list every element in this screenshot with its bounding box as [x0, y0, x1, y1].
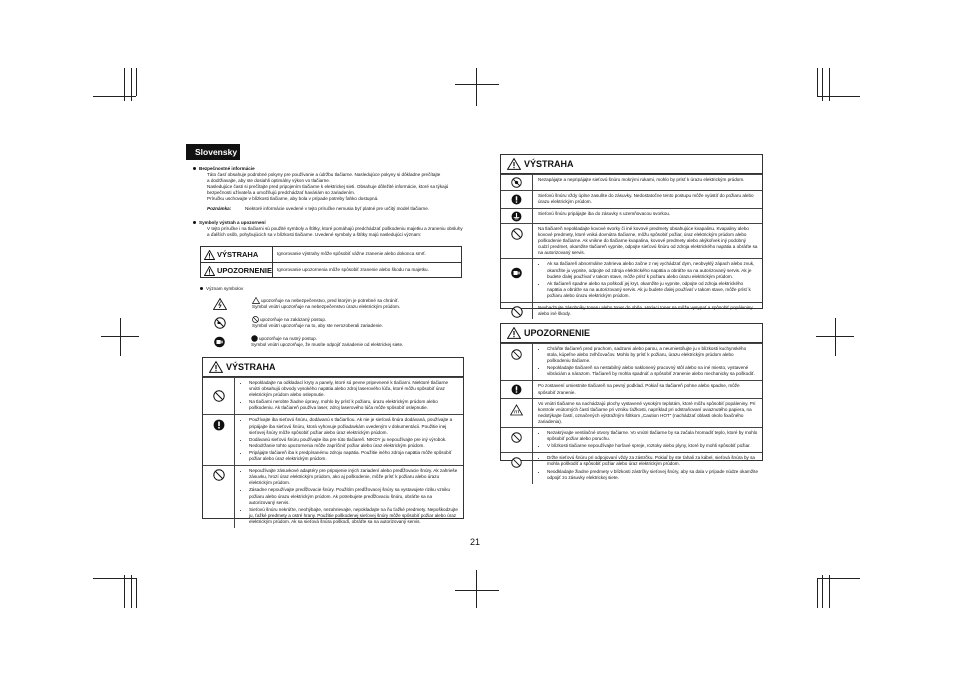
list-item: • Zásadne nepoužívajte predĺžovacie šnúry. Použitím predĺžovacej šnúry sa vystavujete riziku vzniku požiaru alebo úrazu elektrickým prúdom. Ak potrebujete predĺžovaciu šnúru, obráťte sa na autorizovaný servis.	[249, 487, 459, 505]
safety-info-section	[193, 166, 463, 212]
right-warning-row-3	[501, 208, 762, 223]
note	[193, 206, 463, 212]
list-item: • Ak tlačiareň spadne alebo sa poškodí jej kryt, okamžite ju vypnite, odpojte od zdroja elektrického napätia a obráťte sa na autorizovaný servis. Ak ju budete ďalej používať v takom stave, môže prísť k požiaru alebo úrazu elektrickým prúdom.	[547, 281, 758, 299]
legend-warning-text: Ignorovanie výstrahy môže spôsobiť vážne zranenie alebo dokonca smrť.	[277, 251, 427, 256]
meaning-mandatory	[200, 335, 462, 348]
prohibited-icon	[511, 457, 522, 468]
right-warning-text-4: Na tlačiareň nepokladajte kovové svorky či iné kovové predmety obsahujúce kvapalinu. Kvapaliny alebo kovové predmety, ktoré vniká dovnútra tlačiarne, môžu spôsobiť požiar, úraz elektrickým prúdom alebo poškodenie tlačiarne. Ak vnikne do tlačiarne kvapalina, kovové predmety alebo akýkoľvek iný podobný cudzí predmet, okamžite tlačiareň vypnite, odpojte sieťovú šnúru od zdroja elektrického napätia a obráťte sa na autorizovaný servis.	[538, 226, 758, 256]
symbols-section	[193, 220, 463, 238]
no-disassembly-icon	[214, 317, 226, 329]
hot-surface-icon	[510, 404, 523, 416]
prohibited-icon	[511, 228, 523, 240]
prohibited-icon	[213, 390, 225, 402]
list-item: • Ak sa tlačiareň abnormálne zahrieva alebo začne z nej vychádzať dym, neobvyklý zápach alebo zvuk, okamžite ju vypnite, odpojte od zdroja elektrického napätia a obráťte sa na autorizovaný servis. Ak je budete ďalej používať v takom stave, môže prísť k požiaru alebo úrazu elektrickým prúdom.	[547, 261, 758, 279]
right-caution-row-5	[501, 452, 762, 483]
right-caution-header	[501, 324, 762, 343]
unplug-icon	[213, 336, 226, 348]
symbols-body: V tejto príručke i na tlačiarni sú použité symboly a štítky, ktoré pomáhajú predchádzať poškodeniu majetku a zraneniu obsluhy a ďalších osôb, pohybujúcich sa v blízkosti tlačiarne. Uvedené symboly a štítky majú nasledujúci význam:	[207, 226, 463, 238]
symbol-meanings	[200, 286, 462, 354]
left-warning-title: VÝSTRAHA	[226, 362, 276, 372]
unplug-icon	[510, 267, 523, 279]
right-warning-row-6	[501, 302, 762, 319]
right-caution-row-3	[501, 398, 762, 427]
ground-icon	[511, 211, 522, 222]
warning-triangle-icon	[507, 158, 521, 170]
right-warning-row-4	[501, 223, 762, 258]
list-item: • Neodkladajte žiadne predmety v blízkosti zástrčky sieťovej šnúry, aby sa dala v prípade núdze okamžite odpojiť zo zásuvky elektrickej siete.	[547, 469, 758, 481]
left-warning-row-2	[203, 414, 463, 465]
left-warning-row-3	[203, 465, 463, 528]
legend-table	[200, 246, 462, 278]
prohibited-icon	[213, 469, 225, 481]
meaning-danger-line1: upozorňuje na nebezpečenstvo, pred ktorým je potrebné sa chrániť.	[261, 297, 399, 303]
warning-triangle-icon	[204, 250, 215, 260]
list-item: • Nepokladajte na odkladací kryty a panely, ktoré sú pevne pripevnené k tlačiarni. Niektoré tlačiarne vnútri obsahujú obvody vysokého napätia alebo zdroj laserového lúča, ktoré môžu spôsobiť úraz elektrickým prúdom alebo oslepnutie.	[249, 380, 459, 398]
prohibited-icon	[511, 432, 522, 443]
list-item: • Sieťovú šnúru nekrúťte, neohýbajte, nezahrievajte, nepokladajte na ňu ťažké predmety. Nepoškodzujte ju, ťažké predmety a ostré hrany. Použitie poškodenej sieťovej šnúry môže spôsobiť požiar alebo úraz elektrickým prúdom. Ak sa sieťová šnúra poškodí, obráťte sa na autorizovaný servis.	[249, 507, 459, 525]
meaning-danger-line2: Symbol vnútri upozorňuje na nebezpečenstvo úrazu elektrickým prúdom.	[252, 304, 401, 310]
legend-caution-text: Ignorovanie upozornenia môže spôsobiť zranenie alebo škodu na majetku.	[277, 267, 429, 272]
list-item: • Nepoužívajte zásuvkové adaptéry pre pripojenie iných zariadení alebo predĺžovacie šnúry. Ak zahrieše zásuvku, hrozí úraz elektrickým prúdom, ako aj poškodenie, môže prísť k požiaru alebo úrazu elektrickým prúdom.	[249, 468, 459, 486]
right-warning-text-1: Nezapájajte a nepripájajte sieťovú šnúru mokrými rukami, mohlo by prísť k úrazu elektrickým prúdom.	[538, 177, 745, 182]
list-item: • Chráňte tlačiareň pred prachom, sadzami alebo parou, a neumiestňujte ju v blízkosti kuchynského stola, kúpeľne alebo zvlhčovačov. Mohlo by prísť k požiaru, úrazu elektrickým prúdom alebo poškodeniu tlačiarne.	[547, 346, 758, 364]
page-number: 21	[470, 537, 481, 547]
right-caution-row-1	[501, 343, 762, 380]
note-label: Poznámka:	[207, 205, 232, 211]
right-warning-box	[500, 154, 763, 317]
meaning-prohibited-line2: Symbol vnútri upozorňuje na to, aby ste nerozoberali zariadenie.	[252, 323, 383, 329]
right-warning-header	[501, 155, 762, 174]
right-warning-row-5	[501, 258, 762, 302]
caution-triangle-icon	[507, 327, 521, 339]
small-mandatory-icon	[251, 335, 258, 342]
legend-row-warning	[201, 247, 461, 263]
meaning-mandatory-line1: upozorňuje na nutný postup.	[259, 335, 317, 341]
right-warning-title: VÝSTRAHA	[524, 159, 574, 169]
mandatory-icon	[213, 419, 225, 431]
right-warning-text-2: Sieťovú šnúru vždy úplne zasuňte do zásuvky. Nedostatočne tento postupu môže vyústiť do požiaru alebo úrazu elektrickým prúdom.	[538, 193, 754, 205]
language-tab: Slovensky	[186, 144, 240, 160]
right-caution-box	[500, 323, 763, 480]
warning-triangle-icon	[209, 361, 223, 373]
list-item: • Dodávanú sieťovú šnúru používajte iba pre túto tlačiareň. NIKDY ju nepoužívajte pre iný výrobok. Nedodržanie tohto upozornenia môže zapríčiniť požiar alebo úraz elektrickým prúdom.	[249, 437, 459, 449]
list-item: • Používajte iba sieťovú šnúru, dodávanú s tlačiarňou. Ak nie je sieťová šnúra dodávaná, používajte a pripájajte iba sieťovú šnúru, ktorá vyhovuje požiadavkám uvedeným v dokumentácii. Použitie inej sieťovej šnúry môže spôsobiť požiar alebo úraz elektrickým prúdom.	[249, 417, 459, 435]
left-warning-box	[202, 357, 464, 524]
right-warning-row-2	[501, 190, 762, 208]
right-caution-row-4	[501, 427, 762, 452]
list-item: • Na tlačiarni nerobte žiadne úpravy, mohlo by prísť k požiaru, úrazu elektrickým prúdom alebo poškodeniu. Ak tlačiareň používa laser, zdroj laserového lúča môže spôsobiť oslepnutie.	[249, 399, 459, 411]
prohibited-icon	[511, 349, 522, 360]
right-caution-title: UPOZORNENIE	[524, 328, 591, 338]
right-warning-text-3: Sieťovú šnúru pripájajte iba do zásuvky s uzemňovacou svorkou.	[538, 211, 671, 216]
right-caution-row-2	[501, 380, 762, 397]
note-text: Niektoré informácie uvedené v tejto príručke nemusia byť platné pre určitý model tlačiarne.	[245, 205, 430, 211]
small-triangle-icon	[252, 297, 260, 304]
symbol-meanings-title: Význam symbolov	[200, 286, 462, 292]
meaning-prohibited-line1: upozorňuje na zakázaný postup.	[260, 316, 327, 322]
list-item: • Držte sieťovú šnúru pri odpojovaní vždy za zástrčku. Pokiaľ by ste ťahali za kábel, sieťová šnúra by sa mohla poškodiť a spôsobiť požiar alebo úraz elektrickým prúdom.	[547, 455, 758, 467]
right-caution-text-2: Po zostavení umiestnite tlačiareň na pevný podklad. Pokiaľ sa tlačiareň pohne alebo spadne, môže spôsobiť zranenie.	[538, 383, 740, 395]
legend-caution-label: UPOZORNENIE	[216, 266, 272, 275]
mandatory-icon	[511, 384, 522, 395]
right-warning-text-6: Nevhadzujte zásobníky toneru alebo toner do ohňa. Horiaci toner sa môže vysypať a spôsobiť popáleniny alebo iné škody.	[538, 305, 753, 317]
meaning-danger	[200, 297, 462, 310]
symbols-title: Symboly výstrah a upozornení	[193, 220, 463, 226]
meaning-mandatory-line2: Symbol vnútri upozorňuje, že musíte odpojiť zariadenie od elektrickej siete.	[251, 342, 404, 348]
no-wet-hands-icon	[511, 177, 522, 188]
right-caution-text-3: Vo vnútri tlačiarne sa nachádzajú plochy vystavené vysokým teplotám, ktoré môžu spôsobiť popáleniny. Pri kontrole vnútorných častí tlačiarne pri vzniku ťažkosti, napríklad pri odstraňovaní uviaznutého papiera, na nedotýkajte častí, označených výstražným štítkom „Caution HOT“ (nachádzať oblasti okolo fixačného zariadenia).	[538, 400, 756, 424]
list-item: • V blízkosti tlačiarne nepoužívajte horľavé spreje, roztoky alebo plyny, ktoré by mohli spôsobiť požiar.	[547, 443, 758, 449]
meaning-prohibited	[200, 316, 462, 329]
small-prohibited-icon	[252, 316, 259, 323]
prohibited-icon	[511, 306, 523, 318]
legend-warning-label: VÝSTRAHA	[217, 250, 259, 259]
left-warning-row-1	[203, 377, 463, 414]
list-item: • Nepokladajte tlačiareň na nestabilný alebo naklonený pracovný stôl alebo na iné miesto, vystavené vibráciám a nárazom. Tlačiareň by mohla spadnúť a spôsobiť zranenie alebo mechanicky sa poškodiť.	[547, 365, 758, 377]
caution-triangle-icon	[204, 266, 215, 276]
left-warning-header	[203, 358, 463, 377]
right-warning-row-1	[501, 174, 762, 190]
list-item: • Pripájajte tlačiareň iba k predpísanému zdroju napätia. Použitie iného zdroja napätia môže spôsobiť požiar alebo úraz elektrickým prúdom.	[249, 450, 459, 462]
list-item: • Nezakrývajte ventilačné otvory tlačiarne. Vo vnútri tlačiarne by sa začala hromadiť teplo, ktoré by mohlo spôsobiť požiar alebo poruchu.	[547, 430, 758, 442]
legend-row-caution	[201, 263, 461, 278]
safety-info-body: Táto časť obsahuje podrobné pokyny pre používanie a údržbu tlačiarne. Nasledujúce pokyny si dôkladne prečítajte a dodržiavajte, aby ste dosiahli optimálny výkon vo tlačiarne. Nasledujúce časti si prečítajte pred pripojením tlačiarne k elektrickej sieti. Obsahuje dôležité informácie, ktoré sa týkajú bezpečnosti užívateľa a umožňujú predchádzať haváriám so zariadením. Príručku uschovajte v blízkosti tlačiarne, aby bola v prípade potreby ľahko dostupná.	[207, 172, 449, 202]
electric-shock-triangle-icon	[213, 298, 227, 310]
mandatory-icon	[511, 194, 522, 205]
safety-info-title: Bezpečnostné informácie	[193, 166, 463, 172]
